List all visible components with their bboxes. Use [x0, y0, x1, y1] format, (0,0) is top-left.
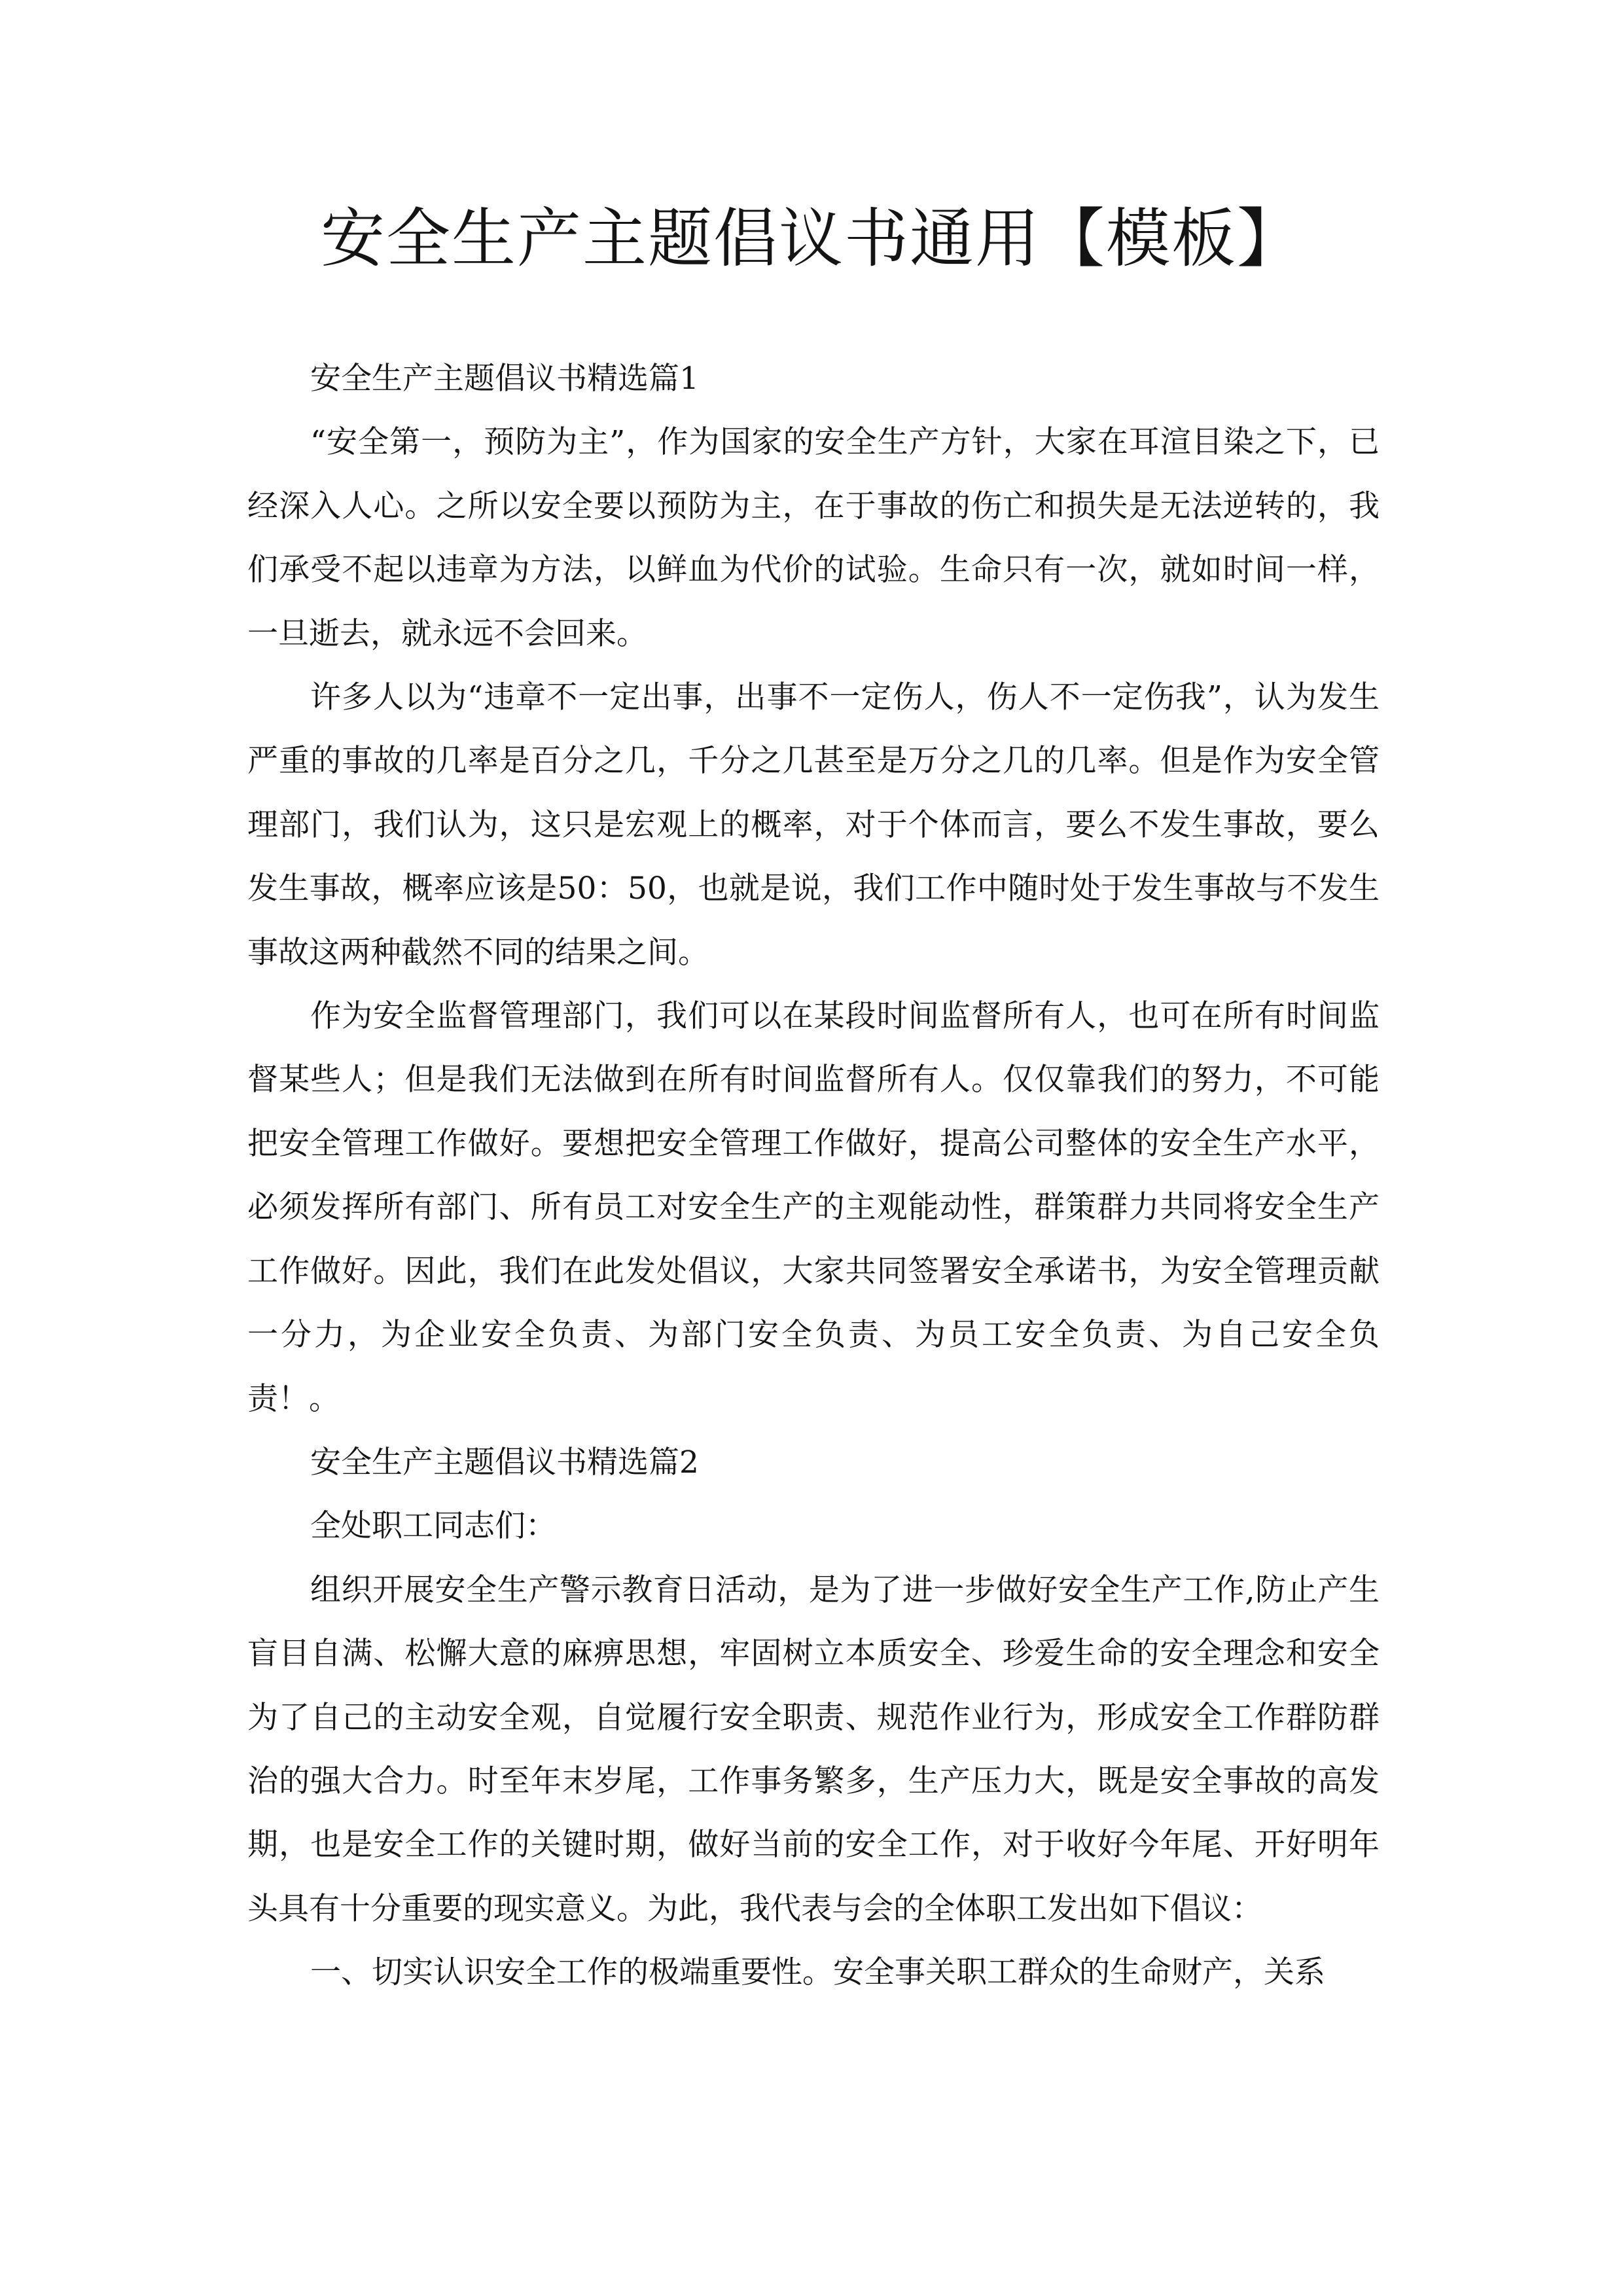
paragraph: “安全第一，预防为主”，作为国家的安全生产方针，大家在耳渲目染之下，已经深入人心。之所以安全要以预防为主，在于事故的伤亡和损失是无法逆转的，我们承受不起以违章为方法，以鲜血为代价的试验。生命只有一次，就如时间一样，一旦逝去，就永远不会回来。	[247, 424, 1380, 652]
document-body	[247, 347, 1380, 2005]
section-heading-1: 安全生产主题倡议书精选篇1	[310, 361, 699, 397]
paragraph: 组织开展安全生产警示教育日活动，是为了进一步做好安全生产工作,防止产生盲目自满、松懈大意的麻痹思想，牢固树立本质安全、珍爱生命的安全理念和安全为了自己的主动安全观，自觉履行安全职责、规范作业行为，形成安全工作群防群治的强大合力。时至年末岁尾，工作事务繁多，生产压力大，既是安全事故的高发期，也是安全工作的关键时期，做好当前的安全工作，对于收好今年尾、开好明年头具有十分重要的现实意义。为此，我代表与会的全体职工发出如下倡议：	[247, 1571, 1380, 1927]
paragraph: 一、切实认识安全工作的极端重要性。安全事关职工群众的生命财产，关系	[310, 1954, 1325, 1991]
paragraph: 作为安全监督管理部门，我们可以在某段时间监督所有人，也可在所有时间监督某些人；但是我们无法做到在所有时间监督所有人。仅仅靠我们的努力，不可能把安全管理工作做好。要想把安全管理工作做好，提高公司整体的安全生产水平，必须发挥所有部门、所有员工对安全生产的主观能动性，群策群力共同将安全生产工作做好。因此，我们在此发处倡议，大家共同签署安全承诺书，为安全管理贡献一分力，为企业安全负责、为部门安全负责、为员工安全负责、为自己安全负责！。	[247, 998, 1380, 1417]
paragraph: 许多人以为“违章不一定出事，出事不一定伤人，伤人不一定伤我”，认为发生严重的事故的几率是百分之几，千分之几甚至是万分之几的几率。但是作为安全管理部门，我们认为，这只是宏观上的概率，对于个体而言，要么不发生事故，要么发生事故，概率应该是50：50，也就是说，我们工作中随时处于发生事故与不发生事故这两种截然不同的结果之间。	[247, 679, 1380, 971]
section-heading-2: 安全生产主题倡议书精选篇2	[310, 1444, 699, 1480]
salutation: 全处职工同志们：	[310, 1508, 556, 1545]
document-title: 安全生产主题倡议书通用【模板】	[320, 202, 1302, 276]
